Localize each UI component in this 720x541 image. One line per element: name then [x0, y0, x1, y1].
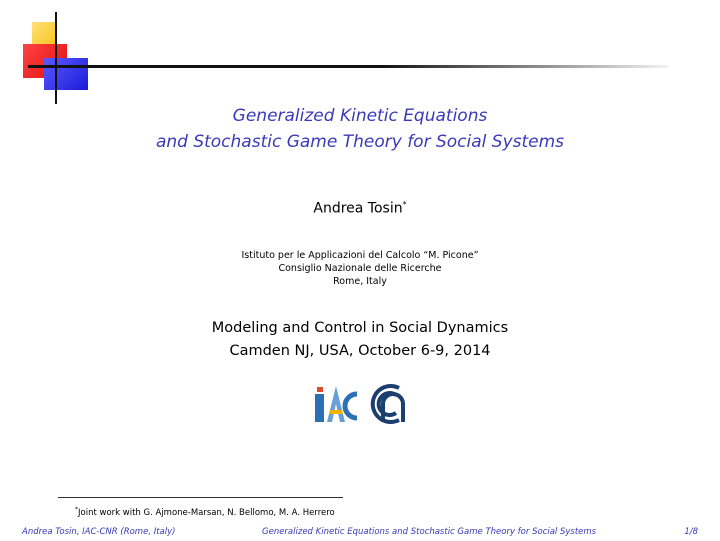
slide-footer — [0, 527, 720, 539]
institution-line-1: Istituto per le Applicazioni del Calcolo “M. Picone” — [241, 250, 479, 261]
footnote-rule — [58, 497, 343, 498]
institution-line-3: Rome, Italy — [333, 276, 387, 287]
conference-location-date: Camden NJ, USA, October 6-9, 2014 — [229, 343, 491, 359]
author-name: Andrea Tosin — [313, 200, 403, 217]
slide-title-line-2: and Stochastic Game Theory for Social Systems — [155, 132, 565, 152]
header-rule — [28, 65, 668, 68]
iac-logo-icon — [313, 380, 413, 426]
theme-decoration — [0, 0, 720, 110]
author-footnote-mark: * — [402, 200, 407, 209]
blue-square-icon — [44, 58, 88, 90]
page-number: 1/8 — [684, 527, 698, 537]
vertical-rule — [55, 12, 57, 104]
institution-logos — [313, 380, 413, 426]
footer-author: Andrea Tosin, IAC-CNR (Rome, Italy) — [22, 527, 176, 537]
footer-title: Generalized Kinetic Equations and Stochastic Game Theory for Social Systems — [262, 527, 597, 537]
slide-title-line-1: Generalized Kinetic Equations — [232, 106, 488, 126]
conference-name: Modeling and Control in Social Dynamics — [211, 320, 509, 336]
footnote — [75, 506, 335, 518]
author — [0, 200, 720, 217]
institution-line-2: Consiglio Nazionale delle Ricerche — [278, 263, 442, 274]
cnr-logo-icon — [373, 386, 403, 422]
footnote-text: Joint work with G. Ajmone-Marsan, N. Bellomo, M. A. Herrero — [78, 507, 335, 518]
yellow-square-icon — [32, 22, 56, 46]
footnote-mark: * — [75, 506, 78, 513]
